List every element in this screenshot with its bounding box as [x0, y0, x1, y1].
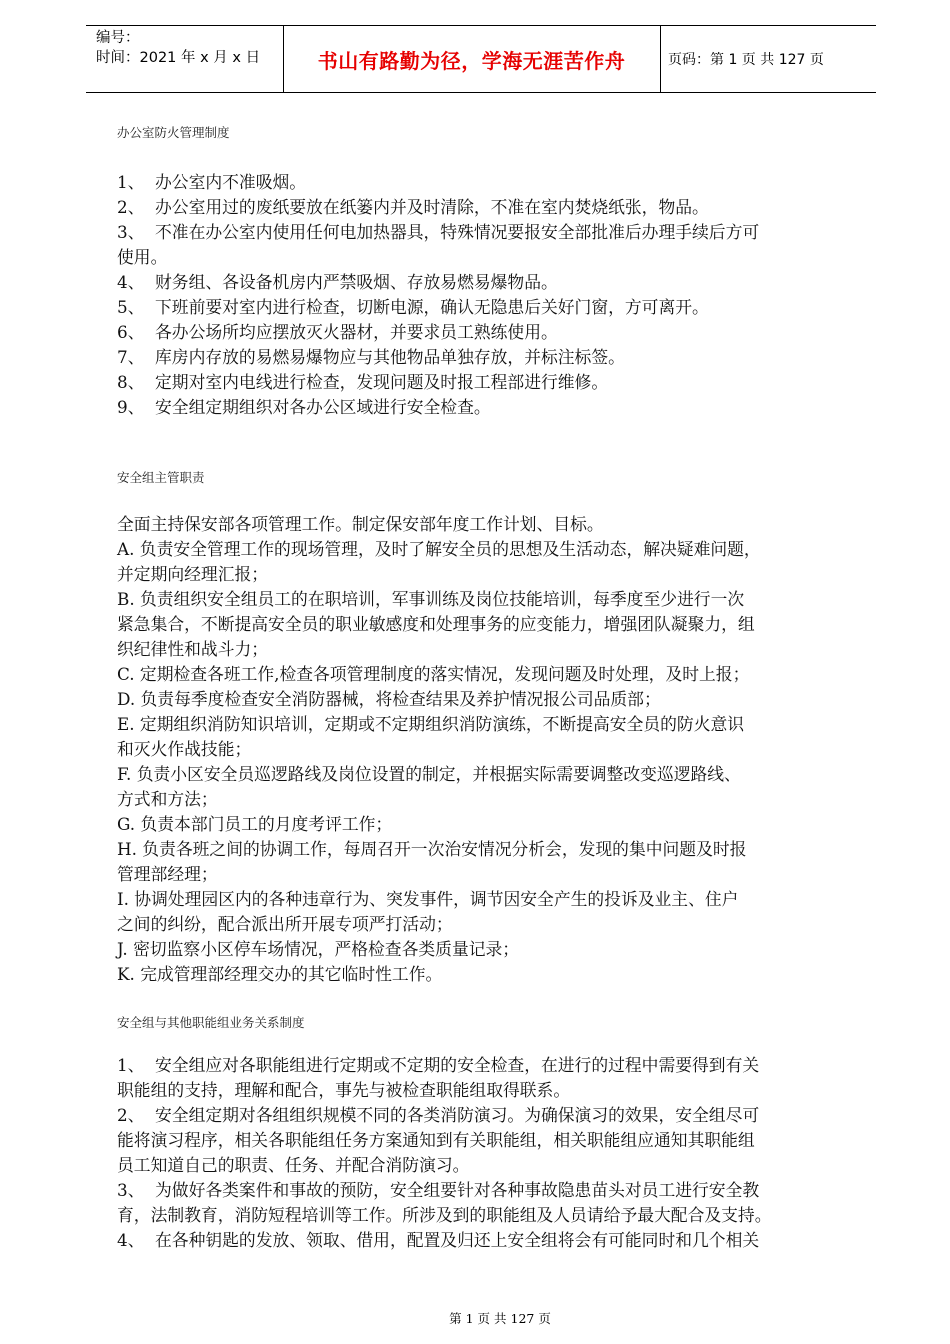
paragraph-line: B. 负责组织安全组员工的在职培训，军事训练及岗位技能培训，每季度至少进行一次	[117, 589, 745, 609]
list-item: 9、 安全组定期组织对各办公区域进行安全检查。	[117, 397, 491, 417]
paragraph-line: D. 负责每季度检查安全消防器械，将检查结果及养护情况报公司品质部；	[117, 689, 661, 709]
paragraph-line: G. 负责本部门员工的月度考评工作；	[117, 814, 393, 834]
header-top-rule	[86, 25, 876, 26]
page-header	[86, 25, 876, 93]
list-item: 6、 各办公场所均应摆放灭火器材，并要求员工熟练使用。	[117, 322, 558, 342]
paragraph-line: 织纪律性和战斗力；	[117, 639, 269, 659]
paragraph-line: 之间的纠纷，配合派出所开展专项严打活动；	[117, 914, 453, 934]
section-business-relations-list	[117, 1053, 852, 1253]
list-item: 7、 库房内存放的易燃易爆物应与其他物品单独存放，并标注标签。	[117, 347, 625, 367]
header-meta	[96, 28, 260, 68]
list-item: 4、 财务组、各设备机房内严禁吸烟、存放易燃易爆物品。	[117, 272, 558, 292]
header-motto: 书山有路勤为径，学海无涯苦作舟	[317, 49, 626, 73]
list-item: 8、 定期对室内电线进行检查，发现问题及时报工程部进行维修。	[117, 372, 609, 392]
section-title-security-supervisor: 安全组主管职责	[117, 470, 205, 485]
paragraph-line: J. 密切监察小区停车场情况，严格检查各类质量记录；	[117, 939, 520, 959]
header-divider-right	[660, 25, 661, 93]
paragraph-line: 全面主持保安部各项管理工作。制定保安部年度工作计划、目标。	[117, 514, 604, 534]
list-item: 2、 办公室用过的废纸要放在纸篓内并及时清除，不准在室内焚烧纸张，物品。	[117, 197, 709, 217]
list-item-continuation: 职能组的支持，理解和配合，事先与被检查职能组取得联系。	[117, 1080, 571, 1100]
date-label: 时间：2021 年 x 月 x 日	[96, 50, 261, 66]
section-security-supervisor-body	[117, 512, 852, 987]
list-item-continuation: 能将演习程序，相关各职能组任务方案通知到有关职能组，相关职能组应通知其职能组	[117, 1130, 755, 1150]
list-item: 1、 办公室内不准吸烟。	[117, 172, 307, 192]
paragraph-line: I. 协调处理园区内的各种违章行为、突发事件，调节因安全产生的投诉及业主、住户	[117, 889, 739, 909]
paragraph-line: 紧急集合，不断提高安全员的职业敏感度和处理事务的应变能力，增强团队凝聚力，组	[117, 614, 755, 634]
paragraph-line: 方式和方法；	[117, 789, 218, 809]
paragraph-line: A. 负责安全管理工作的现场管理，及时了解安全员的思想及生活动态，解决疑难问题，	[117, 539, 761, 559]
paragraph-line: 和灭火作战技能；	[117, 739, 252, 759]
paragraph-line: K. 完成管理部经理交办的其它临时性工作。	[117, 964, 443, 984]
list-item-continuation: 员工知道自己的职责、任务、并配合消防演习。	[117, 1155, 470, 1175]
list-item: 3、 不准在办公室内使用任何电加热器具，特殊情况要报安全部批准后办理手续后方可	[117, 222, 760, 242]
header-page-number: 页码：第 1 页 共 127 页	[668, 52, 824, 68]
list-item: 4、 在各种钥匙的发放、领取、借用，配置及归还上安全组将会有可能同时和几个相关	[117, 1230, 760, 1250]
header-bottom-rule	[86, 92, 876, 93]
section-title-business-relations: 安全组与其他职能组业务关系制度	[117, 1015, 305, 1030]
page-footer: 第 1 页 共 127 页	[449, 1311, 551, 1326]
paragraph-line: 管理部经理；	[117, 864, 218, 884]
list-item-continuation: 育，法制教育，消防短程培训等工作。所涉及到的职能组及人员请给予最大配合及支持。	[117, 1205, 772, 1225]
paragraph-line: F. 负责小区安全员巡逻路线及岗位设置的制定，并根据实际需要调整改变巡逻路线、	[117, 764, 741, 784]
section-title-office-fire: 办公室防火管理制度	[117, 125, 230, 140]
list-item-continuation: 使用。	[117, 247, 168, 267]
paragraph-line: 并定期向经理汇报；	[117, 564, 269, 584]
list-item: 1、 安全组应对各职能组进行定期或不定期的安全检查，在进行的过程中需要得到有关	[117, 1055, 760, 1075]
serial-number-label: 编号：	[96, 30, 140, 46]
paragraph-line: C. 定期检查各班工作,检查各项管理制度的落实情况，发现问题及时处理，及时上报；	[117, 664, 750, 684]
paragraph-line: H. 负责各班之间的协调工作，每周召开一次治安情况分析会，发现的集中问题及时报	[117, 839, 747, 859]
list-item: 5、 下班前要对室内进行检查，切断电源，确认无隐患后关好门窗，方可离开。	[117, 297, 709, 317]
list-item: 3、 为做好各类案件和事故的预防，安全组要针对各种事故隐患苗头对员工进行安全教	[117, 1180, 760, 1200]
list-item: 2、 安全组定期对各组组织规模不同的各类消防演习。为确保演习的效果，安全组尽可	[117, 1105, 760, 1125]
section-office-fire-list	[117, 170, 852, 420]
paragraph-line: E. 定期组织消防知识培训，定期或不定期组织消防演练，不断提高安全员的防火意识	[117, 714, 745, 734]
